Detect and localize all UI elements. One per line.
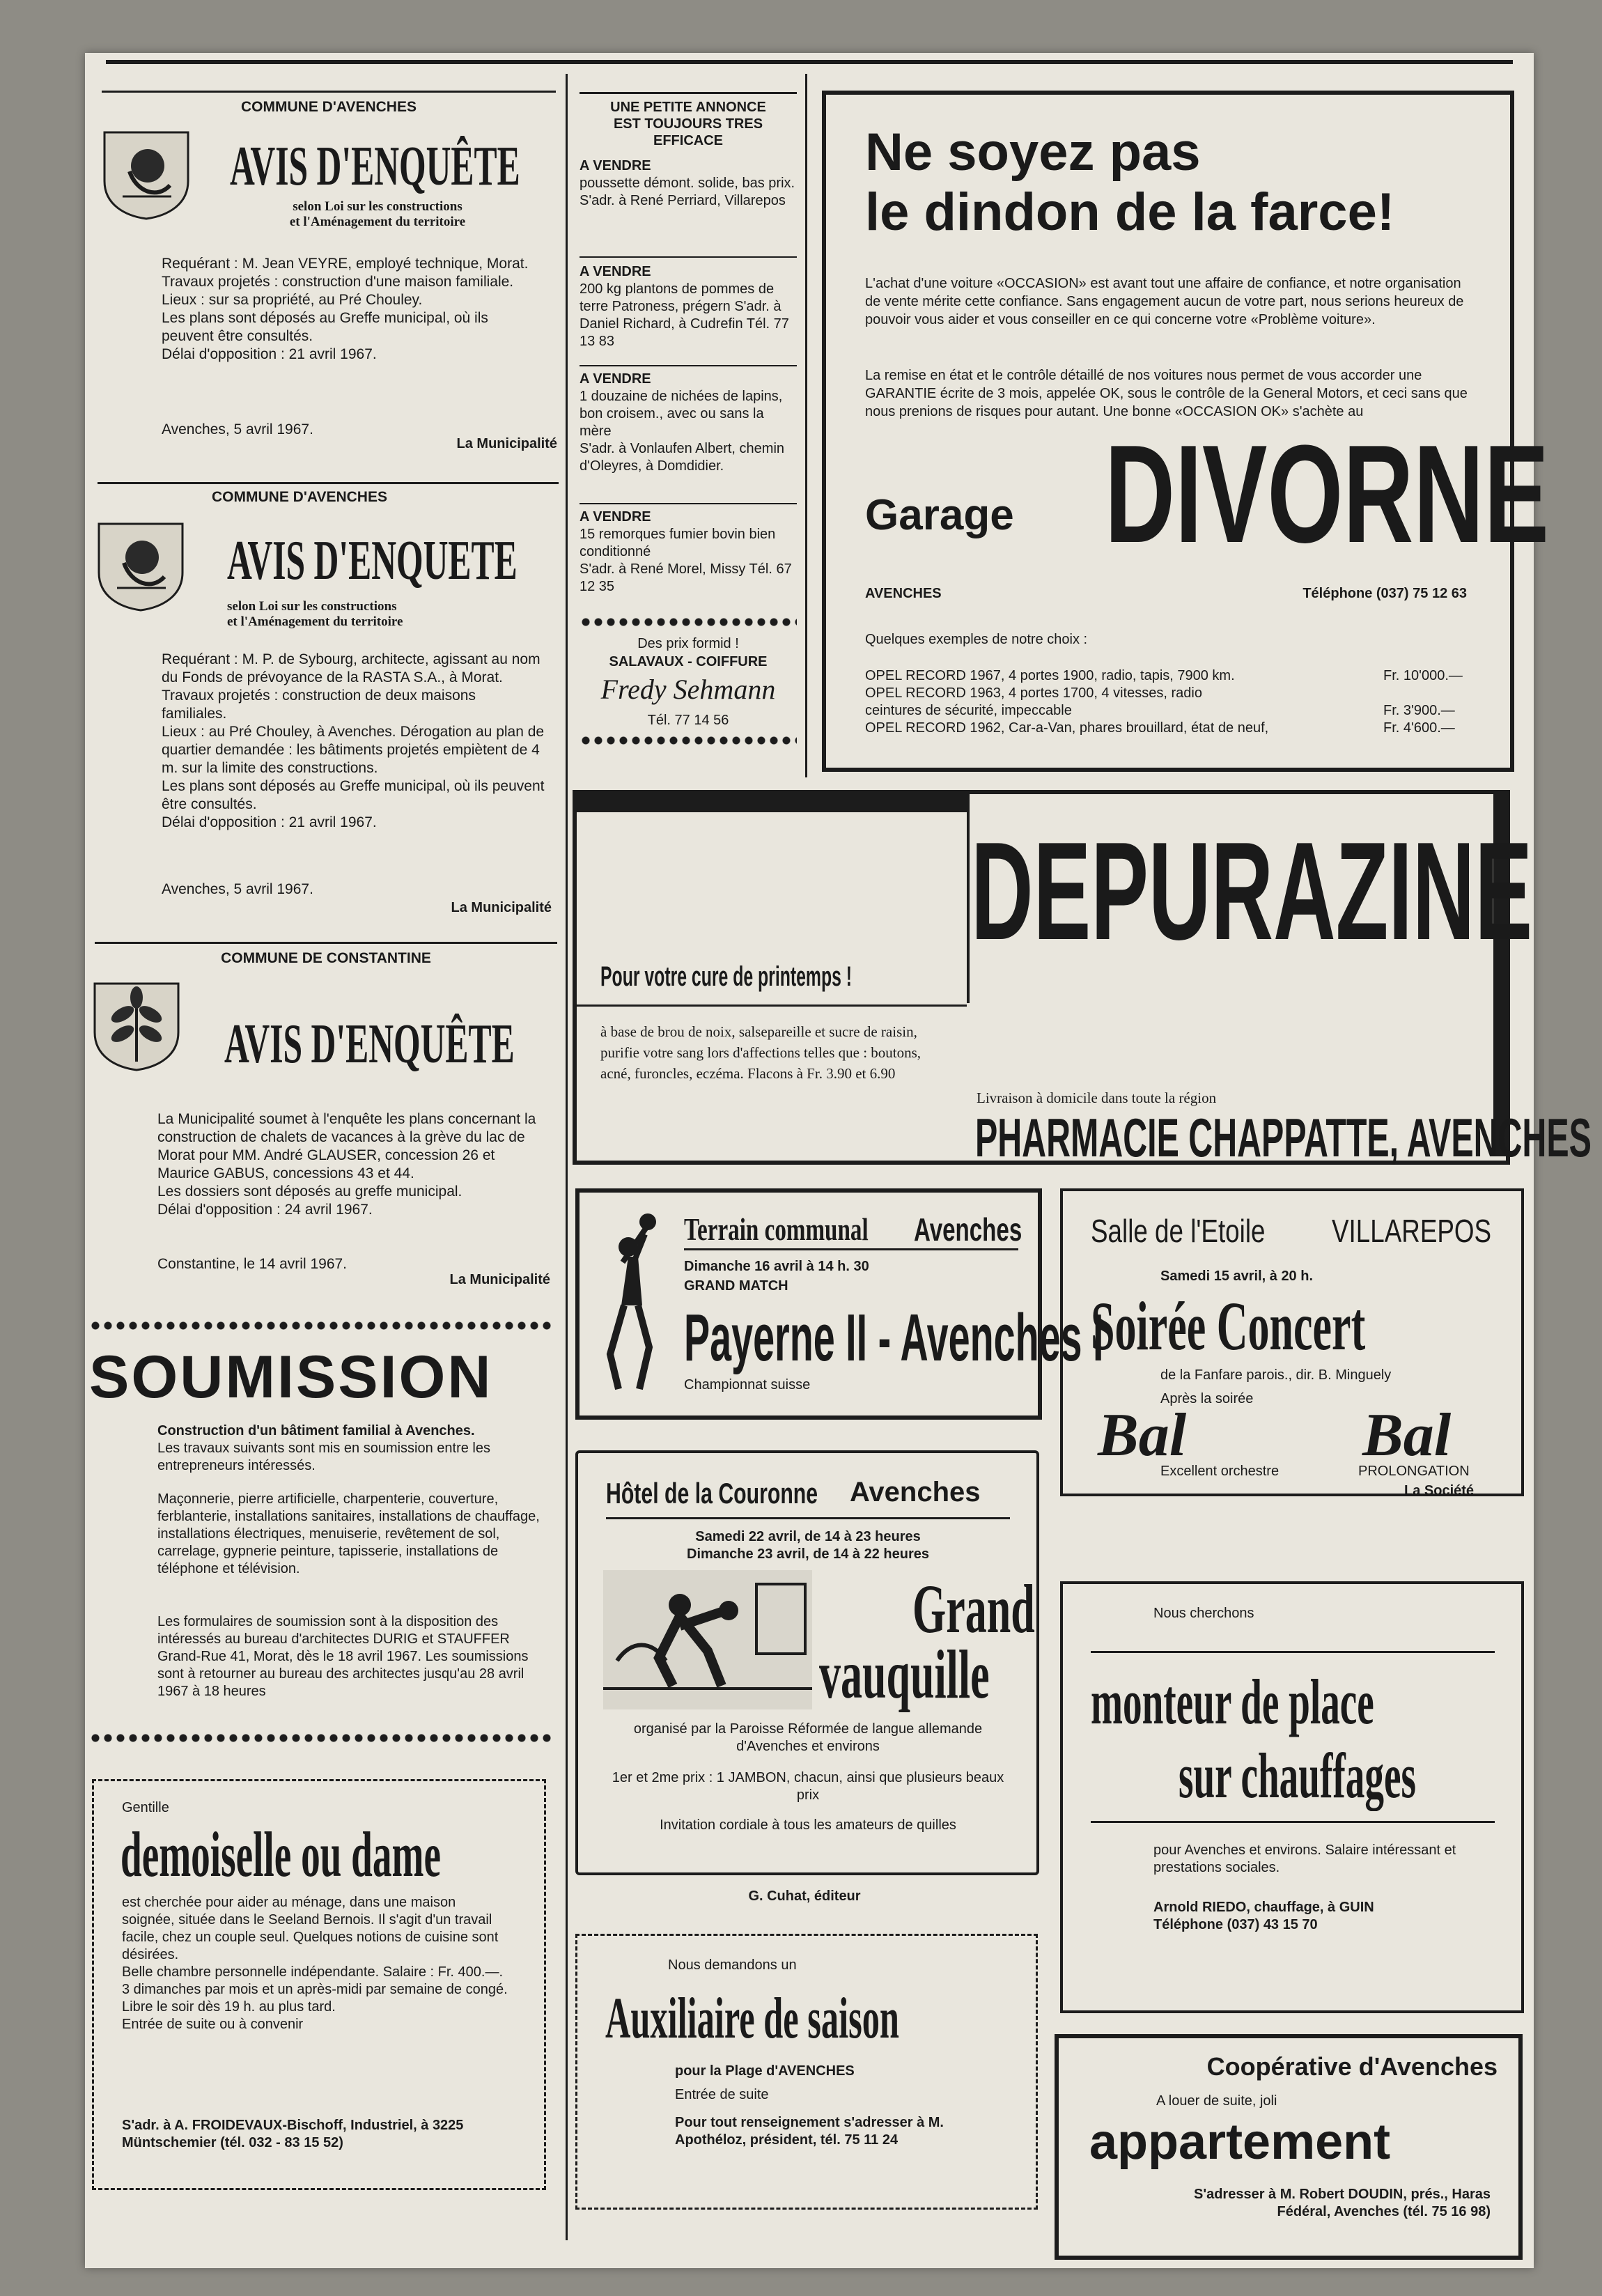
- concert-band: de la Fanfare parois., dir. B. Minguely: [1160, 1367, 1392, 1383]
- soumission-info: Les formulaires de soumission sont à la disposition des intéressés au bureau d'architectes DURIG et STAUFFER Grand-Rue 41, Morat, dès le 18 avril 1967. Les soumissions sont à retourner au bureau des architectes jusqu'au 28 avril 1967 à 18 heures: [157, 1614, 529, 1699]
- divorne-p2: La remise en état et le contrôle détaillé de nos voitures nous permet de vous accorder une GARANTIE écrite de 3 mois, appelée OK, sous le contrôle de la General Motors, et ceci sans que nous prenions de risques pour autant. Une bonne «OCCASION OK» s'achète au: [865, 368, 1468, 419]
- vauquille-city: Avenches: [850, 1477, 981, 1507]
- concert-date: Samedi 15 avril, à 20 h.: [1160, 1269, 1314, 1284]
- divorne-price-2: Fr. 3'900.—: [1383, 703, 1455, 718]
- soumission-lead: Construction d'un bâtiment familial à Avenches.: [157, 1423, 475, 1438]
- divorne-name: DIVORNE: [1105, 417, 1549, 572]
- vauquille-dates: Samedi 22 avril, de 14 à 23 heures Dimanche 23 avril, de 14 à 22 heures: [687, 1529, 929, 1562]
- vauquille-invite: Invitation cordiale à tous les amateurs de quilles: [660, 1817, 956, 1833]
- depurazine-ad: [573, 790, 1592, 1168]
- vauquille-title-2: vauquille: [819, 1636, 990, 1713]
- football-teams: Payerne II - Avenches I: [684, 1301, 1104, 1375]
- football-venue: Terrain communal: [684, 1211, 869, 1247]
- notice2-signature: La Municipalité: [451, 900, 552, 915]
- monteur-contact: Arnold RIEDO, chauffage, à GUIN Téléphone (037) 43 15 70: [1153, 1900, 1374, 1932]
- divorne-ad: [822, 91, 1549, 772]
- classifieds-header: UNE PETITE ANNONCE EST TOUJOURS TRES EFFICACE: [610, 100, 766, 148]
- bowling-scene-icon: [603, 1570, 812, 1709]
- auxiliaire-contact: Pour tout renseignement s'adresser à M. Apothéloz, président, tél. 75 11 24: [675, 2115, 944, 2148]
- depurazine-name: DEPURAZINE: [971, 814, 1533, 969]
- notice1-signature: La Municipalité: [456, 436, 557, 451]
- editeur-credit: G. Cuhat, éditeur: [748, 1888, 861, 1904]
- top-rule: [106, 60, 1513, 64]
- demoiselle-title: demoiselle ou dame: [120, 1819, 441, 1890]
- coiffure-line1: Des prix formid !: [637, 636, 739, 651]
- divorne-p1: L'achat d'une voiture «OCCASION» est avant tout une affaire de confiance, et notre organisation de vente mérite cette confiance. Sans engagement aucun de votre part, nous serions heureux de pouvoir vous aider et vous conseiller en ce qui concerne votre «Problème voiture».: [865, 276, 1464, 327]
- soumission-list: Maçonnerie, pierre artificielle, charpenterie, couverture, ferblanterie, installations sanitaires, installations de chauffage, installations électriques, menuiserie, revêtement de sol, carrelage, gypnerie peinture, tapisserie, installations de téléphone et télévision.: [157, 1491, 540, 1576]
- auxiliaire-for: pour la Plage d'AVENCHES: [675, 2063, 855, 2079]
- notice3-commune: COMMUNE DE CONSTANTINE: [221, 950, 431, 966]
- monteur-ad: [1060, 1581, 1524, 2013]
- divorne-examples-title: Quelques exemples de notre choix :: [865, 632, 1088, 647]
- constantine-crest-icon: [92, 981, 181, 1085]
- demoiselle-body: est cherchée pour aider au ménage, dans une maison soignée, située dans le Seeland Bernois. Il s'agit d'un travail facile, chez un couple seul. Quelques notions de cuisine sont désirées. Belle chambre personnelle indépendante. Salaire : Fr. 400.—. 3 dimanches par mois et un après-midi par semaine de congé. Libre le soir dès 19 h. au plus tard. Entrée de suite ou à convenir: [122, 1895, 508, 2032]
- football-city: Avenches: [914, 1211, 1022, 1248]
- appartement-lead: A louer de suite, joli: [1156, 2093, 1277, 2109]
- classified-ad-4: A VENDRE 15 remorques fumier bovin bien conditionné S'adr. à René Morel, Missy Tél. 67 12 35: [580, 509, 792, 594]
- depurazine-text: à base de brou de noix, salsepareille et sucre de raisin, purifie votre sang lors d'affections telles que : boutons, acné, furoncles, eczéma. Flacons à Fr. 3.90 et 6.90: [600, 1023, 921, 1082]
- classified-ad-1: A VENDRE poussette démont. solide, bas prix. S'adr. à René Perriard, Villarepos: [580, 158, 795, 208]
- divorne-headline: Ne soyez pas le dindon de la farce!: [865, 123, 1395, 242]
- notice2-date: Avenches, 5 avril 1967.: [162, 881, 313, 897]
- dotted-divider: [89, 1733, 554, 1743]
- notice2-subtitle: selon Loi sur les constructions et l'Aménagement du territoire: [227, 599, 403, 629]
- football-league: Championnat suisse: [684, 1377, 811, 1393]
- football-date: Dimanche 16 avril à 14 h. 30: [684, 1259, 869, 1274]
- notice2-commune: COMMUNE D'AVENCHES: [212, 489, 387, 505]
- notice1-date: Avenches, 5 avril 1967.: [162, 421, 313, 437]
- divorne-car-3: OPEL RECORD 1962, Car-a-Van, phares brouillard, état de neuf,: [865, 720, 1269, 736]
- auxiliaire-title: Auxiliaire de saison: [605, 1986, 899, 2051]
- divorne-car-2: OPEL RECORD 1963, 4 portes 1700, 4 vitesses, radio ceintures de sécurité, impeccable: [865, 685, 1202, 718]
- notice1-body: Requérant : M. Jean VEYRE, employé technique, Morat. Travaux projetés : construction d'une maison familiale. Lieux : sur sa propriété, au Pré Chouley. Les plans sont déposés au Greffe municipal, où ils peuvent être consultés. Délai d'opposition : 21 avril 1967.: [162, 256, 529, 362]
- notice3-body: La Municipalité soumet à l'enquête les plans concernant la construction de chalets de vacances à la grève du lac de Morat pour MM. André GLAUSER, concession 26 et Maurice GABUS, concessions 43 et 44. Les dossiers sont déposés au greffe municipal. Délai d'opposition : 24 avril 1967.: [157, 1111, 536, 1218]
- depurazine-delivery: Livraison à domicile dans toute la région: [977, 1089, 1217, 1106]
- monteur-kicker: Nous cherchons: [1153, 1606, 1254, 1621]
- concert-hall: Salle de l'Etoile: [1091, 1213, 1266, 1249]
- auxiliaire-ad: [575, 1934, 1038, 2210]
- concert-orchestra: Excellent orchestre: [1160, 1464, 1280, 1479]
- football-ad: [575, 1188, 1104, 1420]
- vauquille-prizes: 1er et 2me prix : 1 JAMBON, chacun, ainsi que plusieurs beaux prix: [612, 1770, 1004, 1803]
- vauquille-hotel: Hôtel de la Couronne: [606, 1477, 818, 1510]
- coiffure-name: Fredy Sehmann: [600, 674, 776, 705]
- notice1-subtitle: selon Loi sur les constructions et l'Aménagement du territoire: [289, 199, 466, 229]
- notice2-body: Requérant : M. P. de Sybourg, architecte, agissant au nom du Fonds de prévoyance de la RASTA S.A., à Morat. Travaux projetés : construction de deux maisons familiales. Lieux : au Pré Chouley, à Avenches. Dérogation au plan de quartier demandée : les bâtiments projetés empiètent de 4 m. sur la limite des constructions. Les plans sont déposés au Greffe municipal, où ils peuvent être consultés. Délai d'opposition : 21 avril 1967.: [162, 651, 545, 830]
- notice1-title: AVIS D'ENQUÊTE: [230, 136, 520, 197]
- depurazine-lead: Pour votre cure de printemps !: [600, 961, 853, 992]
- depurazine-pharmacy: PHARMACIE CHAPPATTE, AVENCHES: [975, 1107, 1592, 1168]
- appartement-title: appartement: [1089, 2114, 1391, 2170]
- classified-ad-2: A VENDRE 200 kg plantons de pommes de terre Patroness, prégern S'adr. à Daniel Richard, à Cudrefin Tél. 77 13 83: [580, 264, 789, 349]
- auxiliaire-kicker: Nous demandons un: [668, 1957, 797, 1973]
- divorne-price-3: Fr. 4'600.—: [1383, 720, 1455, 736]
- column-divider-1: [566, 74, 568, 2240]
- notice3-title: AVIS D'ENQUÊTE: [224, 1014, 515, 1075]
- divorne-city: AVENCHES: [865, 586, 942, 601]
- concert-after: Après la soirée: [1160, 1391, 1254, 1406]
- football-match: GRAND MATCH: [684, 1278, 788, 1294]
- appartement-ad: [1055, 2034, 1523, 2260]
- notice1-commune: COMMUNE D'AVENCHES: [241, 99, 417, 115]
- monteur-title-1: monteur de place: [1091, 1666, 1374, 1737]
- column-divider-2: [805, 74, 807, 777]
- concert-village: VILLAREPOS: [1332, 1213, 1492, 1249]
- avenches-crest-icon: [96, 521, 185, 626]
- appartement-contact: S'adresser à M. Robert DOUDIN, prés., Haras Fédéral, Avenches (tél. 75 16 98): [1193, 2187, 1491, 2219]
- soumission-title: SOUMISSION: [89, 1344, 493, 1411]
- vauquille-ad: [575, 1450, 1039, 1875]
- divorne-phone: Téléphone (037) 75 12 63: [1302, 586, 1467, 601]
- coiffure-line2: SALAVAUX - COIFFURE: [609, 654, 768, 669]
- notice3-signature: La Municipalité: [449, 1272, 550, 1287]
- demoiselle-kicker: Gentille: [122, 1800, 169, 1815]
- newspaper-page: [85, 53, 1592, 2268]
- coiffure-tel: Tél. 77 14 56: [647, 713, 729, 728]
- vauquille-title-1: Grand: [912, 1570, 1035, 1647]
- soumission-intro: Les travaux suivants sont mis en soumission entre les entrepreneurs intéressés.: [157, 1441, 490, 1473]
- divorne-garage: Garage: [865, 491, 1014, 539]
- concert-bal-2: Bal: [1362, 1402, 1452, 1469]
- concert-signature: La Société: [1404, 1483, 1475, 1498]
- monteur-text: pour Avenches et environs. Salaire intéressant et prestations sociales.: [1153, 1843, 1456, 1875]
- monteur-title-2: sur chauffages: [1179, 1740, 1416, 1811]
- avenches-crest-icon: [102, 130, 191, 234]
- demoiselle-ad: [92, 1779, 546, 2190]
- vauquille-org: organisé par la Paroisse Réformée de langue allemande d'Avenches et environs: [633, 1721, 983, 1754]
- concert-title: Soirée Concert: [1091, 1287, 1366, 1365]
- notice2-title: AVIS D'ENQUETE: [227, 530, 518, 591]
- concert-ad: [1060, 1188, 1524, 1496]
- goalkeeper-icon: [592, 1212, 669, 1400]
- concert-prolongation: PROLONGATION: [1358, 1464, 1470, 1479]
- demoiselle-contact: S'adr. à A. FROIDEVAUX-Bischoff, Industriel, à 3225 Müntschemier (tél. 032 - 83 15 52): [122, 2118, 464, 2150]
- appartement-org: Coopérative d'Avenches: [1206, 2052, 1498, 2081]
- dotted-divider: [89, 1321, 554, 1331]
- classified-ad-3: A VENDRE 1 douzaine de nichées de lapins, bon croisem., avec ou sans la mère S'adr. à Vonlaufen Albert, chemin d'Oleyres, à Domdidier.: [580, 371, 785, 474]
- divorne-car-1: OPEL RECORD 1967, 4 portes 1900, radio, tapis, 7900 km.: [865, 668, 1235, 683]
- divorne-price-1: Fr. 10'000.—: [1383, 668, 1463, 683]
- concert-bal-1: Bal: [1098, 1402, 1187, 1469]
- auxiliaire-entry: Entrée de suite: [675, 2087, 769, 2102]
- notice3-date: Constantine, le 14 avril 1967.: [157, 1256, 348, 1272]
